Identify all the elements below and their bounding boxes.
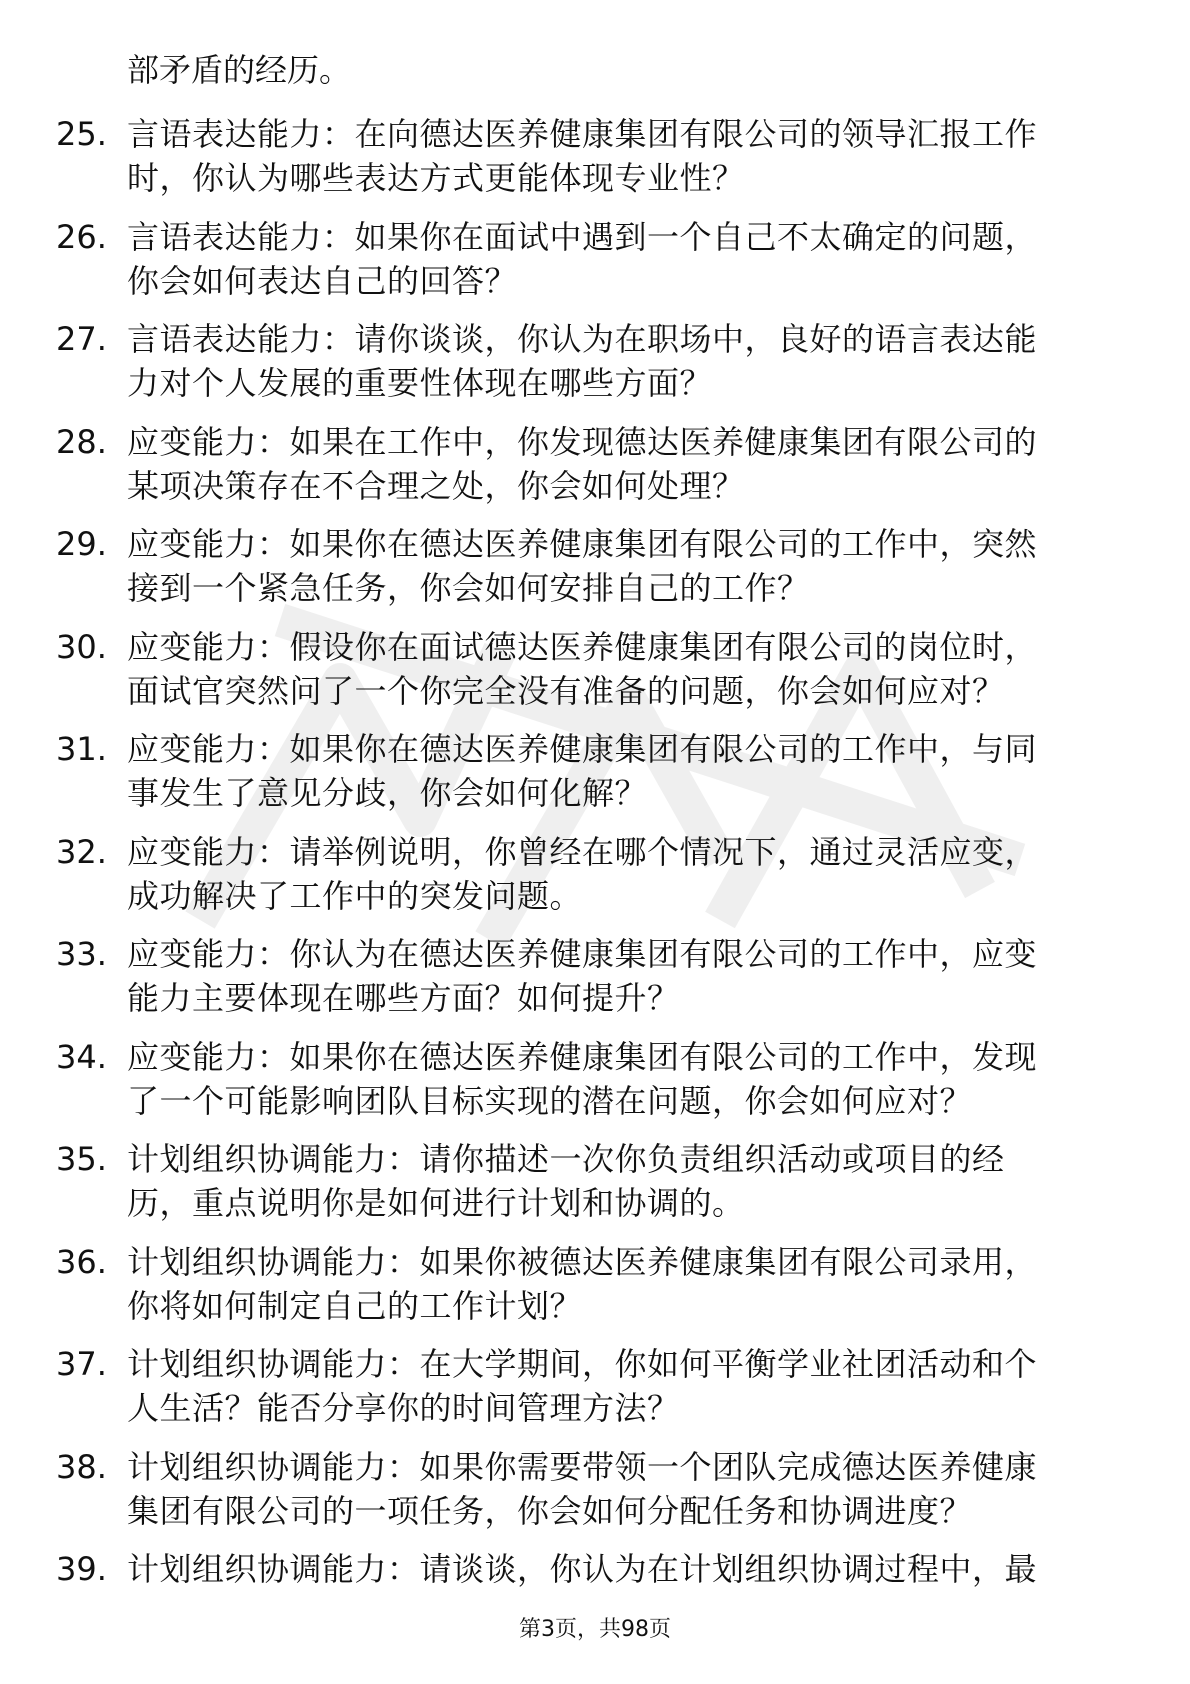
list-item	[56, 727, 1136, 821]
page-footer: 第3页，共98页	[519, 1617, 671, 1642]
question-number: 38.	[56, 1447, 107, 1486]
question-number: 35.	[56, 1140, 107, 1178]
question-text: 计划组织协调能力：请谈谈，你认为在计划组织协调过程中，最	[127, 1550, 1038, 1588]
question-text: 计划组织协调能力：如果你被德达医养健康集团有限公司录用， 你将如何制定自己的工作计划？	[127, 1242, 1038, 1325]
question-text: 应变能力：如果你在德达医养健康集团有限公司的工作中，发现 了一个可能影响团队目标实现的潜在问题，你会如何应对？	[127, 1037, 1038, 1120]
list-item	[56, 420, 1136, 514]
list-item	[56, 112, 1136, 206]
question-text: 应变能力：你认为在德达医养健康集团有限公司的工作中，应变 能力主要体现在哪些方面？如何提升？	[127, 935, 1038, 1017]
list-item	[56, 830, 1136, 924]
question-number: 32.	[56, 832, 107, 871]
question-text: 言语表达能力：如果你在面试中遇到一个自己不太确定的问题， 你会如何表达自己的回答？	[127, 217, 1038, 300]
question-number: 28.	[56, 422, 107, 461]
question-text: 应变能力：如果你在德达医养健康集团有限公司的工作中，与同 事发生了意见分歧，你会如何化解？	[127, 730, 1038, 812]
list-item	[56, 932, 1136, 1026]
question-text: 计划组织协调能力：在大学期间，你如何平衡学业社团活动和个 人生活？能否分享你的时间管理方法？	[127, 1345, 1038, 1427]
question-number: 36.	[56, 1242, 107, 1281]
question-text: 言语表达能力：在向德达医养健康集团有限公司的领导汇报工作 时，你认为哪些表达方式更能体现专业性？	[127, 115, 1038, 197]
question-number: 25.	[56, 115, 107, 153]
question-number: 31.	[56, 730, 107, 768]
question-text: 应变能力：如果你在德达医养健康集团有限公司的工作中，突然 接到一个紧急任务，你会如何安排自己的工作？	[127, 525, 1038, 607]
list-item	[56, 317, 1136, 411]
question-number: 33.	[56, 935, 107, 973]
continuation-text: 部矛盾的经历。	[127, 51, 352, 89]
question-number: 29.	[56, 525, 107, 563]
question-number: 26.	[56, 217, 107, 256]
question-text: 应变能力：如果在工作中，你发现德达医养健康集团有限公司的 某项决策存在不合理之处，你会如何处理？	[127, 422, 1038, 505]
list-item	[56, 625, 1136, 719]
question-number: 34.	[56, 1037, 107, 1076]
list-item	[56, 1445, 1136, 1539]
question-text: 计划组织协调能力：如果你需要带领一个团队完成德达医养健康 集团有限公司的一项任务，你会如何分配任务和协调进度？	[127, 1447, 1038, 1530]
question-text: 应变能力：请举例说明，你曾经在哪个情况下，通过灵活应变， 成功解决了工作中的突发问题。	[127, 832, 1038, 915]
list-item	[56, 522, 1136, 616]
list-item	[56, 1035, 1136, 1129]
question-list	[56, 112, 1136, 1650]
question-number: 27.	[56, 320, 107, 358]
question-text: 应变能力：假设你在面试德达医养健康集团有限公司的岗位时， 面试官突然问了一个你完全没有准备的问题，你会如何应对？	[127, 627, 1038, 710]
list-item	[56, 1137, 1136, 1231]
list-item	[56, 215, 1136, 309]
question-number: 39.	[56, 1550, 107, 1588]
question-number: 37.	[56, 1345, 107, 1383]
question-text: 计划组织协调能力：请你描述一次你负责组织活动或项目的经 历，重点说明你是如何进行计划和协调的。	[127, 1140, 1005, 1222]
list-item	[56, 1240, 1136, 1334]
question-number: 30.	[56, 627, 107, 666]
question-text: 言语表达能力：请你谈谈，你认为在职场中，良好的语言表达能 力对个人发展的重要性体现在哪些方面？	[127, 320, 1038, 402]
list-item	[56, 1342, 1136, 1436]
